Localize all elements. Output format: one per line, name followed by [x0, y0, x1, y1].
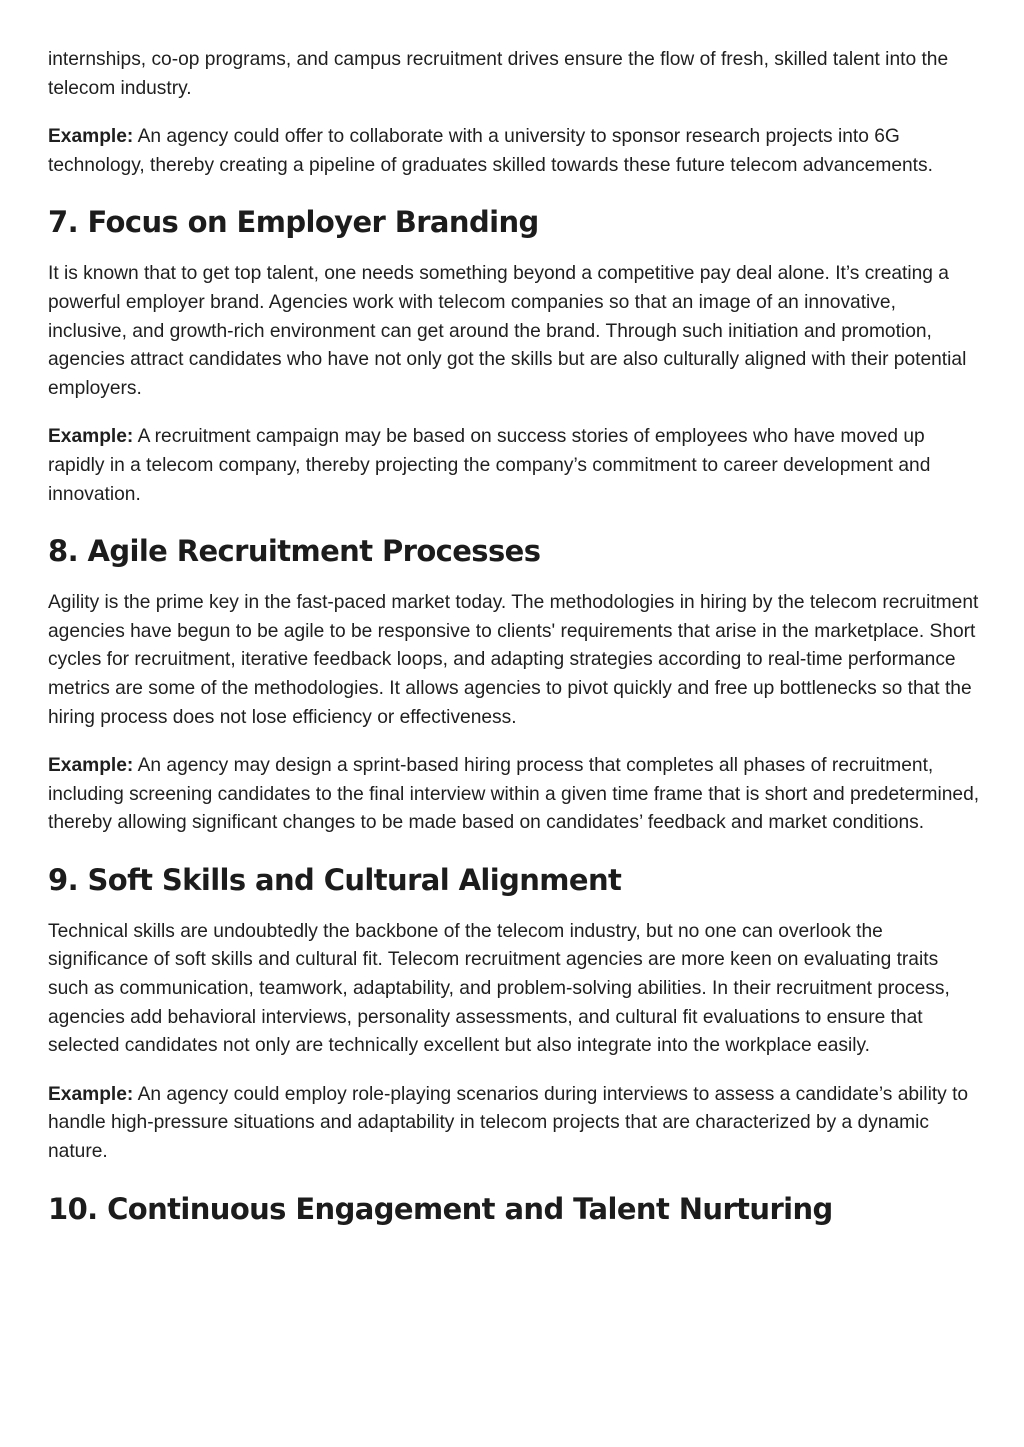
section-example-agile-recruitment [48, 752, 980, 838]
section-body-soft-skills: Technical skills are undoubtedly the backbone of the telecom industry, but no one can overlook the significance of soft skills and cultural fit. Telecom recruitment agencies are more keen on evaluating traits such as communication, teamwork, adaptability, and problem-solving abilities. In their recruitment process, agencies add behavioral interviews, personality assessments, and cultural fit evaluations to ensure that selected candidates not only are technically excellent but also integrate into the workplace easily. [48, 920, 950, 1057]
example-text: An agency could offer to collaborate with a university to sponsor research projects into 6G technology, thereby creating a pipeline of graduates skilled towards these future telecom advancements. [48, 126, 933, 176]
example-label: Example: [48, 755, 134, 777]
section-heading-agile-recruitment: 8. Agile Recruitment Processes [48, 534, 541, 569]
intro-example [48, 123, 980, 180]
example-text: An agency could employ role-playing scenarios during interviews to assess a candidate’s ability to handle high-pressure situations and adaptability in telecom projects that are characterized by a dynamic nature. [48, 1083, 969, 1163]
section-body-employer-branding: It is known that to get top talent, one needs something beyond a competitive pay deal alone. It’s creating a powerful employer brand. Agencies work with telecom companies so that an image of an innovative, inclusive, and growth-rich environment can get around the brand. Through such initiation and promotion, agencies attract candidates who have not only got the skills but are also culturally aligned with their potential employers. [48, 263, 967, 399]
example-label: Example: [48, 1083, 134, 1105]
intro-paragraph: internships, co-op programs, and campus recruitment drives ensure the flow of fresh, skilled talent into the telecom industry. [48, 49, 949, 99]
example-label: Example: [48, 126, 134, 148]
example-text: An agency may design a sprint-based hiring process that completes all phases of recruitment, including screening candidates to the final interview within a given time frame that is short and predetermined, thereby allowing significant changes to be made based on candidates’ feedback and market conditions. [48, 755, 980, 834]
section-heading-soft-skills: 9. Soft Skills and Cultural Alignment [48, 862, 622, 897]
example-label: Example: [48, 426, 134, 448]
section-heading-continuous-engagement: 10. Continuous Engagement and Talent Nurturing [48, 1191, 833, 1226]
document-page [48, 46, 980, 1247]
section-body-agile-recruitment: Agility is the prime key in the fast-paced market today. The methodologies in hiring by the telecom recruitment agencies have begun to be agile to be responsive to clients' requirements that arise in the marketplace. Short cycles for recruitment, iterative feedback loops, and adapting strategies according to real-time performance metrics are some of the methodologies. It allows agencies to pivot quickly and free up bottlenecks so that the hiring process does not lose efficiency or effectiveness. [48, 592, 979, 728]
section-heading-employer-branding: 7. Focus on Employer Branding [48, 205, 539, 240]
example-text: A recruitment campaign may be based on success stories of employees who have moved up rapidly in a telecom company, thereby projecting the company’s commitment to career development and innovation. [48, 426, 931, 505]
section-example-employer-branding [48, 423, 980, 509]
section-example-soft-skills [48, 1081, 980, 1167]
